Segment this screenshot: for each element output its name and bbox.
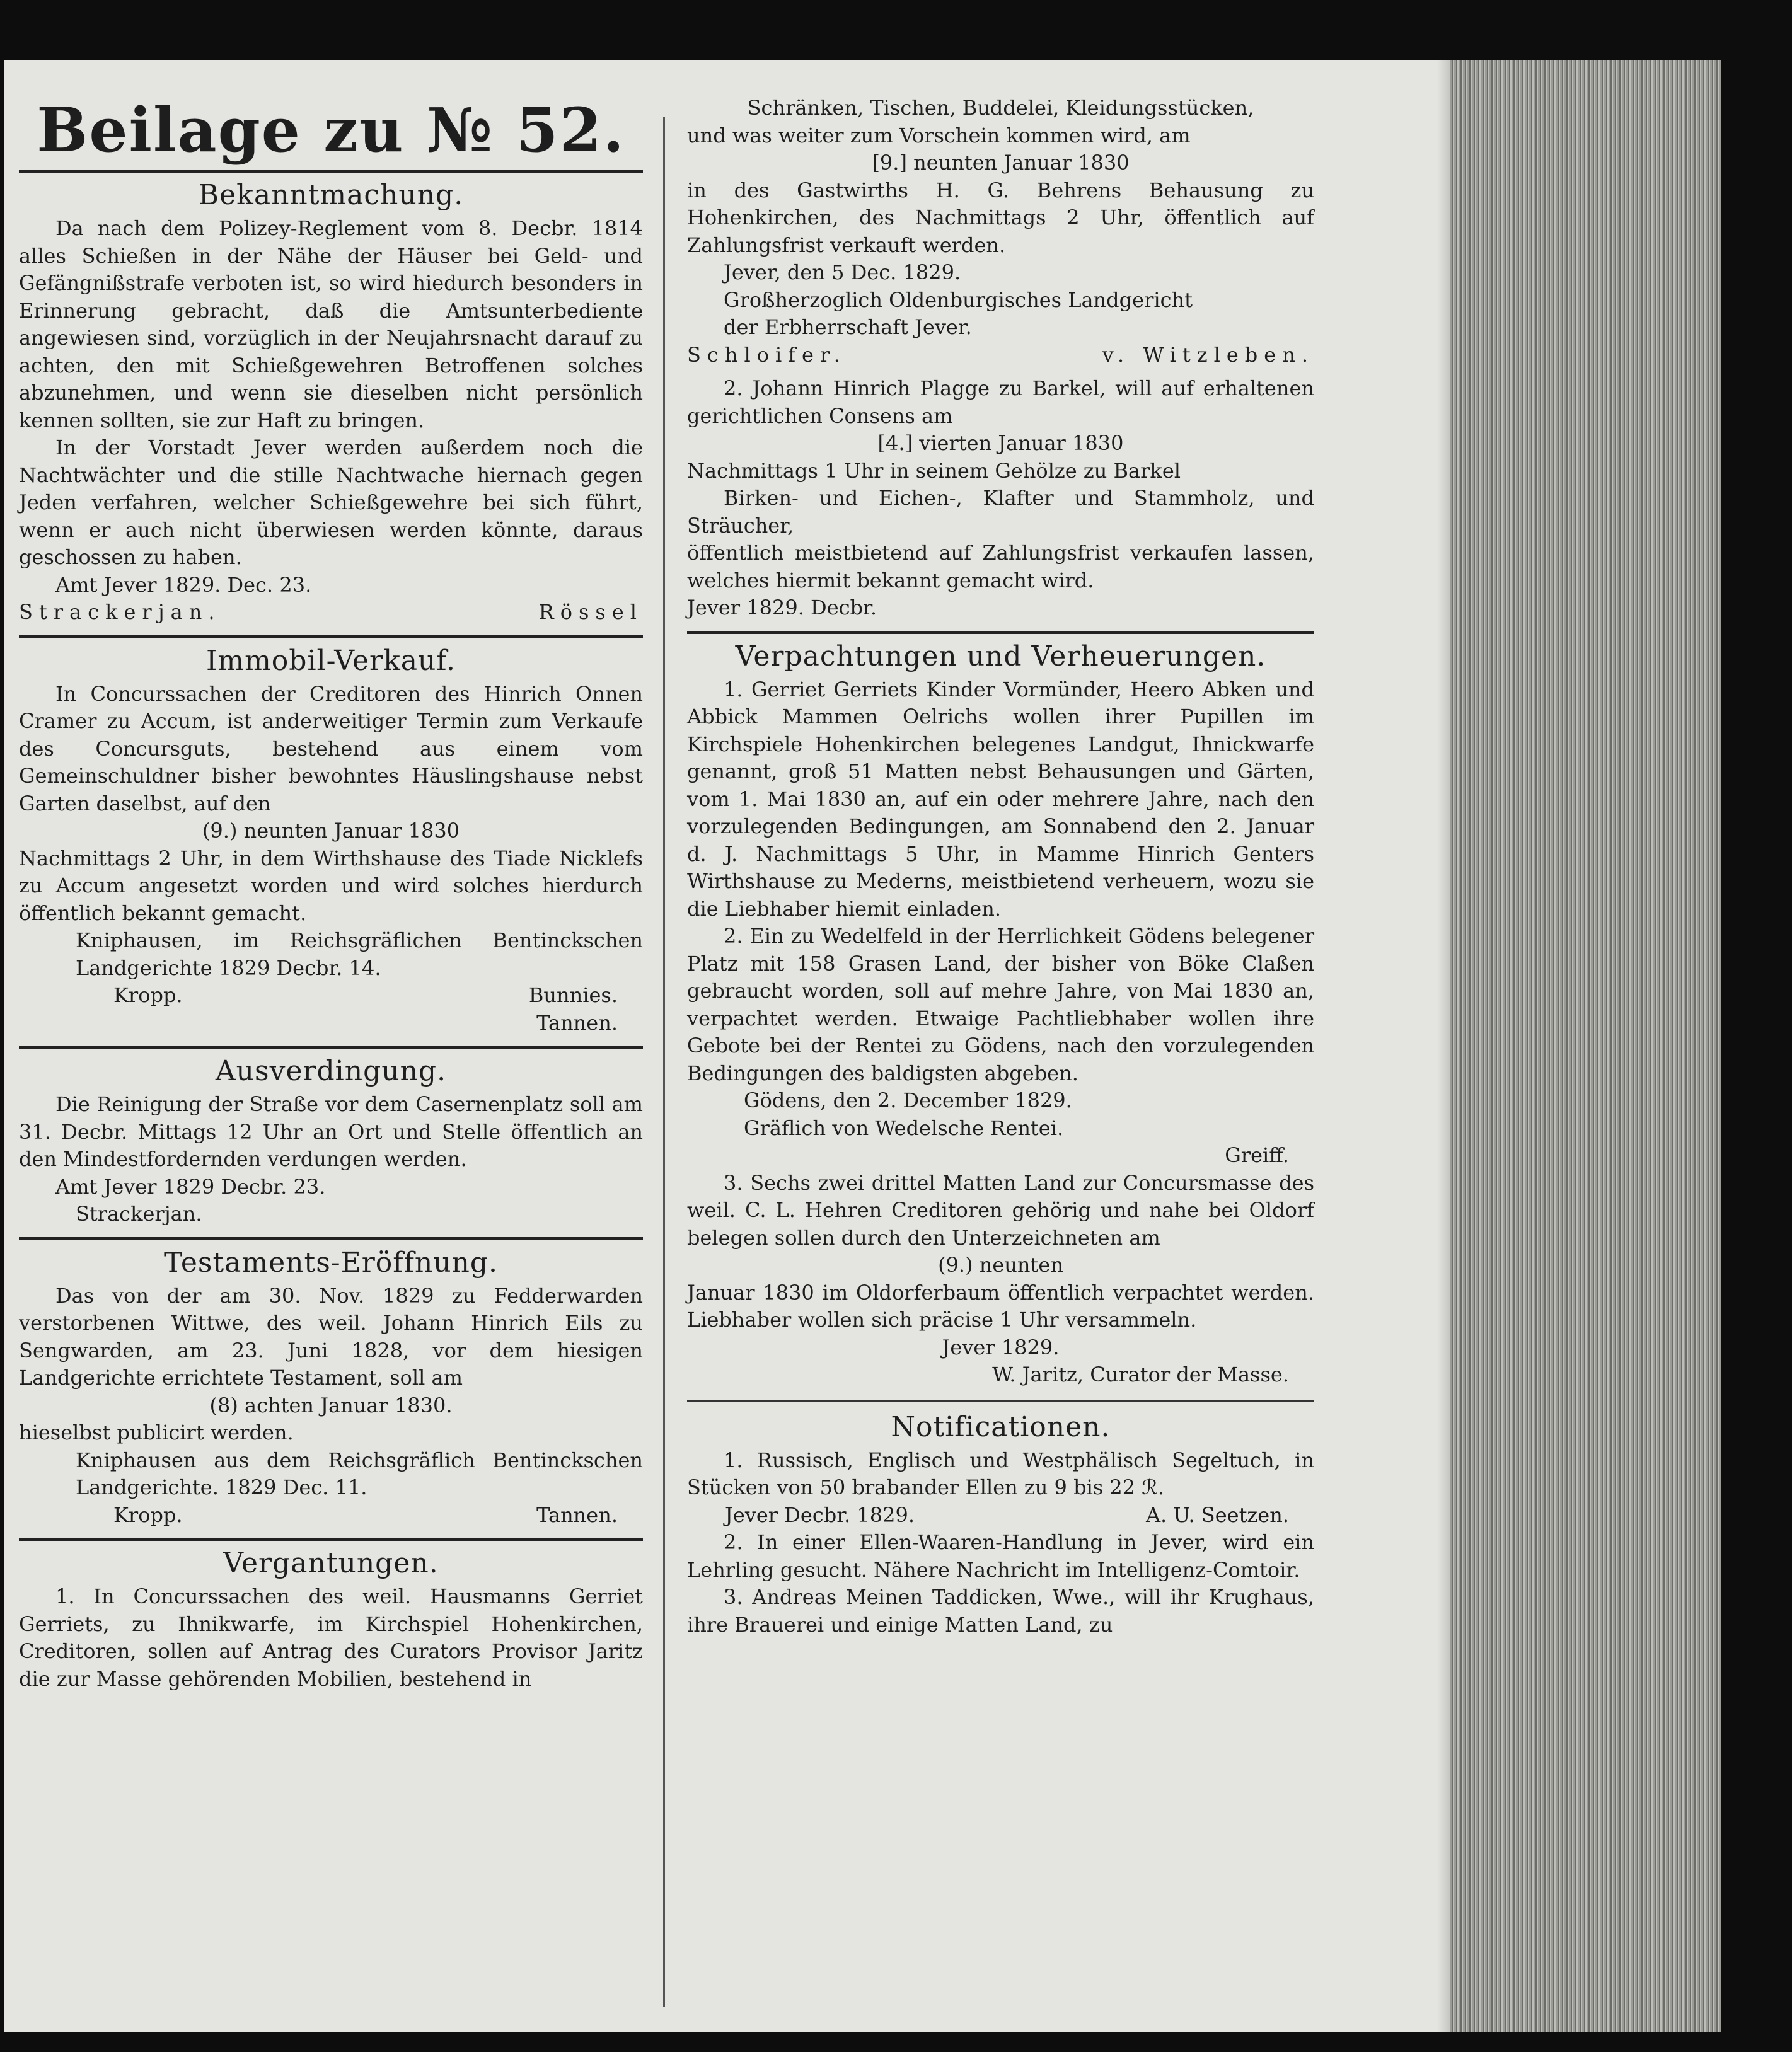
notice-notificationen [687, 1411, 1314, 1639]
paragraph: 1. Russisch, Englisch und Westphälisch Segeltuch, in Stücken von 50 brabander Ellen zu 9 bis 22 ℛ. [687, 1448, 1314, 1499]
signature: A. U. Seetzen. [1145, 1502, 1289, 1527]
paragraph: Die Reinigung der Straße vor dem Casernenplatz soll am 31. Decbr. Mittags 12 Uhr an Ort und Stelle öffentlich an den Mindestfordernden verdungen werden. [19, 1092, 643, 1171]
court-line: der Erbherrschaft Jever. [724, 315, 972, 339]
paragraph: 3. Sechs zwei drittel Matten Land zur Concursmasse des weil. C. L. Hehren Creditoren gehörig und nahe bei Oldorf belegen sollen durch den Unterzeichneten am [687, 1170, 1314, 1250]
notice-bekanntmachung [19, 179, 643, 626]
book-page-edges [1450, 60, 1721, 2032]
right-column [687, 95, 1314, 1639]
paragraph: öffentlich meistbietend auf Zahlungsfrist verkaufen lassen, welches hiermit bekannt gemacht wird. [687, 541, 1314, 592]
section-heading: Immobil-Verkauf. [205, 644, 456, 677]
signature: W. Jaritz, Curator der Masse. [992, 1363, 1289, 1386]
masthead-rule [19, 170, 643, 173]
paragraph: in des Gastwirths H. G. Behrens Behausung zu Hohenkirchen, des Nachmittags 2 Uhr, öffentlich auf Zahlungsfrist verkauft werden. [687, 178, 1314, 257]
left-column [19, 95, 643, 1693]
paragraph: Da nach dem Polizey-Reglement vom 8. Decbr. 1814 alles Schießen in der Nähe der Häuser bei Geld- und Gefängnißstrafe verboten ist, so wird hiedurch besonders in Erinnerung gebracht, daß die Amtsunterbediente angewiesen sind, vorzüglich in der Neujahrsnacht darauf zu achten, den mit Schießgewehren Betroffenen solches abzunehmen, und wenn sie dieselben nicht persönlich kennen sollten, sie zur Haft zu bringen. [19, 216, 643, 432]
notice-ausverdingung [19, 1055, 643, 1228]
notice-immobil-verkauf [19, 645, 643, 1037]
paragraph: 2. In einer Ellen-Waaren-Handlung in Jever, wird ein Lehrling gesucht. Nähere Nachricht im Intelligenz-Comtoir. [687, 1530, 1314, 1582]
notice-plagge [687, 375, 1314, 622]
paragraph: Nachmittags 1 Uhr in seinem Gehölze zu Barkel [687, 458, 1181, 483]
court-line: Großherzoglich Oldenburgisches Landgericht [724, 287, 1193, 312]
paragraph: und was weiter zum Vorschein kommen wird, am [687, 123, 1191, 147]
org-line: Gräflich von Wedelsche Rentei. [744, 1115, 1064, 1140]
section-rule [687, 1400, 1314, 1402]
date-line: [9.] neunten Januar 1830 [872, 151, 1130, 175]
signature-line [687, 1502, 1314, 1530]
signature: Strackerjan. [76, 1202, 202, 1226]
signature-line [19, 599, 643, 626]
section-rule [19, 635, 643, 638]
notice-vergantungen [19, 1547, 643, 1693]
date-line: Amt Jever 1829 Decbr. 23. [55, 1174, 326, 1199]
section-heading: Testaments-Eröffnung. [163, 1246, 499, 1279]
paragraph: In der Vorstadt Jever werden außerdem noch die Nachtwächter und die stille Nachtwache hiernach gegen Jeden verfahren, welcher Schießgewehre bei sich führt, wenn er auch nicht überwiesen werden könnte, daraus geschossen zu haben. [19, 435, 643, 569]
section-heading: Notificationen. [891, 1410, 1111, 1443]
paragraph: 1. Gerriet Gerriets Kinder Vormünder, Heero Abken und Abbick Mammen Oelrichs wollen ihrer Pupillen im Kirchspiele Hohenkirchen belegenes Landgut, Ihnickwarfe genannt, groß 51 Matten nebst Behausungen und Gärten, vom 1. Mai 1830 an, auf ein oder mehrere Jahre, nach den vorzulegenden Bedingungen, am Sonnabend den 2. Januar d. J. Nachmittags 5 Uhr, in Mamme Hinrich Genters Wirthshause zu Mederns, meistbietend verheuern, wozu sie die Liebhaber hiemit einladen. [687, 677, 1314, 921]
signature: Kropp. [113, 1502, 183, 1527]
section-rule [19, 1046, 643, 1049]
section-heading: Verpachtungen und Verheuerungen. [735, 640, 1266, 672]
paragraph: In Concurssachen der Creditoren des Hinrich Onnen Cramer zu Accum, ist anderweitiger Termin zum Verkaufe des Concursguts, bestehend aus einem vom Gemeinschuldner bisher bewohntes Häuslingshause nebst Garten daselbst, auf den [19, 681, 643, 816]
date-line: Amt Jever 1829. Dec. 23. [55, 572, 312, 597]
section-rule [19, 1237, 643, 1240]
column-divider [663, 117, 665, 2007]
notice-verpachtungen [687, 640, 1314, 1389]
signature: Greiff. [1225, 1143, 1289, 1167]
place-line: Kniphausen, im Reichsgräflichen Bentinckschen Landgerichte 1829 Decbr. 14. [76, 928, 643, 980]
section-heading: Bekanntmachung. [198, 179, 464, 211]
paragraph: hieselbst publicirt werden. [19, 1421, 294, 1444]
paragraph: Birken- und Eichen-, Klafter und Stammholz, und Sträucher, [687, 486, 1314, 538]
signature: Tannen. [536, 1010, 618, 1035]
signature: Kropp. [113, 983, 183, 1007]
section-rule [687, 631, 1314, 634]
notice-testaments-eroeffnung [19, 1247, 643, 1530]
date-line: (9.) neunten Januar 1830 [202, 819, 460, 843]
place-line: Kniphausen aus dem Reichsgräflich Bentinckschen Landgerichte. 1829 Dec. 11. [76, 1448, 643, 1499]
signature-line [687, 342, 1314, 369]
paragraph: 2. Ein zu Wedelfeld in der Herrlichkeit Gödens belegener Platz mit 158 Grasen Land, der bisher von Böke Claßen gebraucht worden, soll auf mehre Jahre, von Mai 1830 an, verpachtet werden. Etwaige Pachtliebhaber wollen ihre Gebote bei der Rentei zu Gödens, nach den vorzulegenden Bedingungen des baldigsten abgeben. [687, 924, 1314, 1085]
section-heading: Vergantungen. [223, 1547, 439, 1579]
date-line: Jever Decbr. 1829. [725, 1502, 915, 1527]
place-line: Jever 1829. Decbr. [687, 596, 877, 620]
date-line: (8) achten Januar 1830. [209, 1393, 453, 1417]
masthead: Beilage zu № 52. [37, 95, 625, 166]
place-line: Jever, den 5 Dec. 1829. [724, 260, 961, 284]
place-line: Jever 1829. [942, 1335, 1060, 1359]
signature-line [19, 982, 643, 1010]
paragraph: Januar 1830 im Oldorferbaum öffentlich verpachtet werden. Liebhaber wollen sich präcise 1 Uhr versammeln. [687, 1280, 1314, 1332]
signature: Rössel [538, 600, 643, 624]
signature: Bunnies. [528, 983, 618, 1007]
paragraph: Nachmittags 2 Uhr, in dem Wirthshause des Tiade Nicklefs zu Accum angesetzt worden und wird solches hierdurch öffentlich bekannt gemacht. [19, 846, 643, 925]
paragraph: Schränken, Tischen, Buddelei, Kleidungsstücken, [747, 96, 1254, 120]
place-line: Gödens, den 2. December 1829. [744, 1088, 1072, 1112]
paragraph: Das von der am 30. Nov. 1829 zu Fedderwarden verstorbenen Wittwe, des weil. Johann Hinrich Eils zu Sengwarden, am 23. Juni 1828, vor dem hiesigen Landgerichte errichtete Testament, soll am [19, 1283, 643, 1390]
date-line: [4.] vierten Januar 1830 [877, 431, 1124, 455]
signature: Tannen. [536, 1502, 618, 1527]
signature-line [19, 1502, 643, 1530]
signature: v. Witzleben. [1102, 342, 1314, 367]
paragraph: 1. In Concurssachen des weil. Hausmanns Gerriet Gerriets, zu Ihnikwarfe, im Kirchspiel Hohenkirchen, Creditoren, sollen auf Antrag des Curators Provisor Jaritz die zur Masse gehörenden Mobilien, bestehend in [19, 1584, 643, 1691]
paragraph: 2. Johann Hinrich Plagge zu Barkel, will auf erhaltenen gerichtlichen Consens am [687, 376, 1314, 428]
signature: Strackerjan. [19, 600, 221, 624]
date-line: (9.) neunten [938, 1253, 1063, 1277]
paragraph: 3. Andreas Meinen Taddicken, Wwe., will ihr Krughaus, ihre Brauerei und einige Matten Land, zu [687, 1585, 1314, 1637]
section-rule [19, 1538, 643, 1541]
notice-vergantung-continued [687, 95, 1314, 369]
signature: Schloifer. [687, 342, 847, 367]
section-heading: Ausverdingung. [215, 1055, 447, 1087]
